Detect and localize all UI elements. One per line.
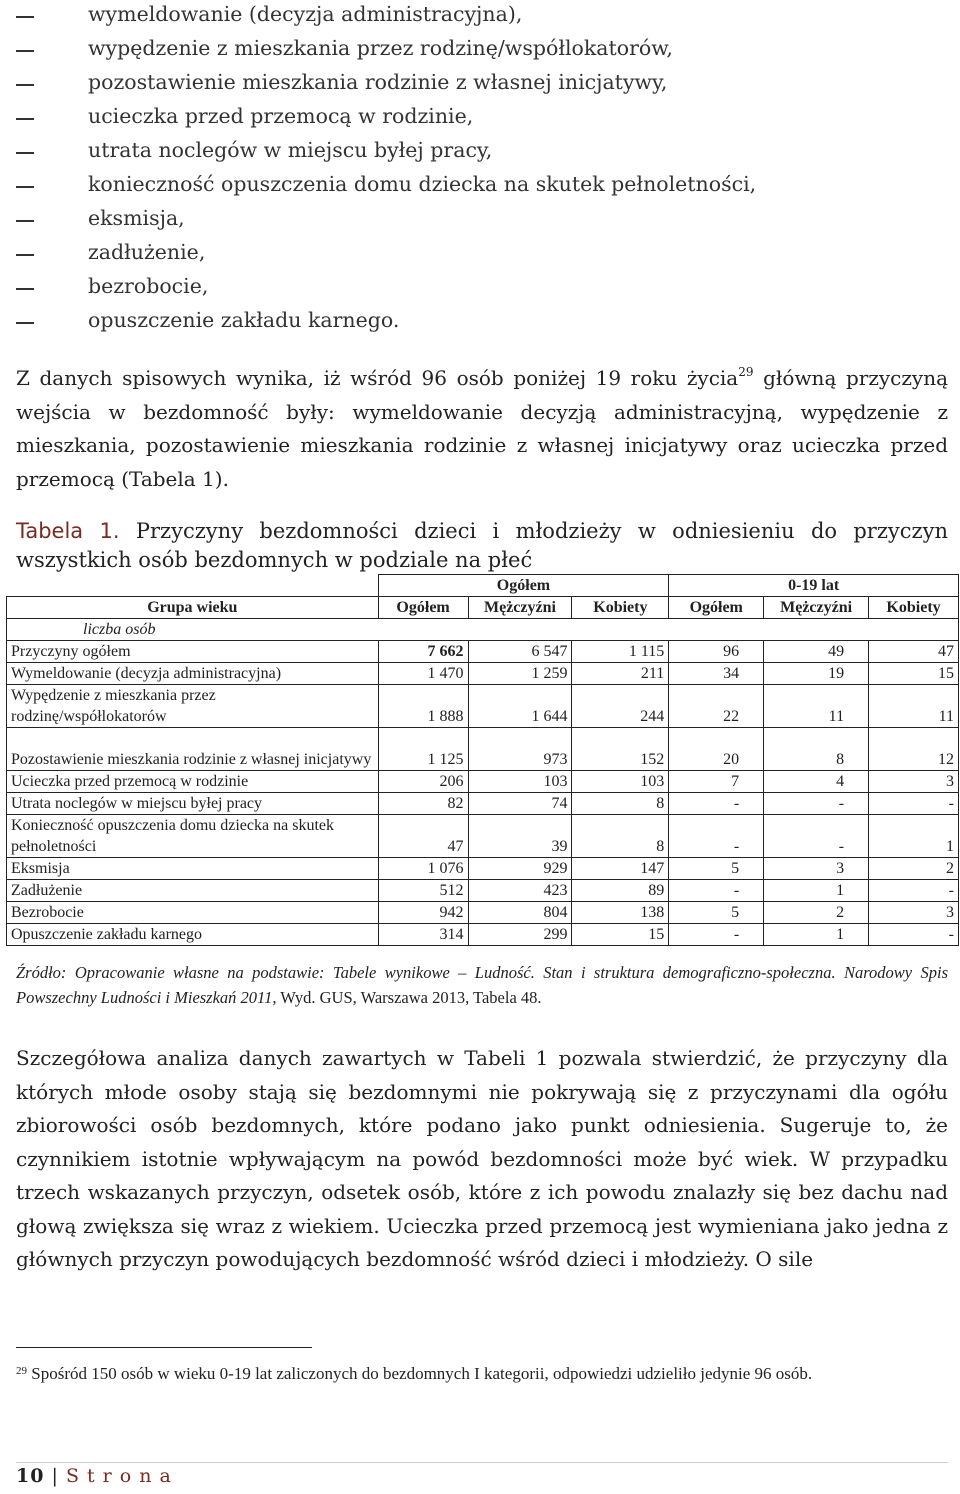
table-row (7, 771, 959, 793)
table-cell: 1 115 (572, 641, 669, 663)
list-item-text: wypędzenie z mieszkania przez rodzinę/współlokatorów, (88, 36, 673, 60)
table-group-header-row (7, 575, 959, 597)
dash-bullet-icon (16, 220, 34, 222)
page-footer-rule (16, 1462, 948, 1463)
table-cell: 1 644 (468, 685, 572, 728)
footnote-number: 29 (16, 1365, 27, 1377)
intro-paragraph (16, 362, 948, 496)
table-cell: 1 076 (378, 858, 468, 880)
list-item (0, 34, 900, 68)
list-item-text: konieczność opuszczenia domu dziecka na skutek pełnoletności, (88, 172, 757, 196)
table-column-header: Mężczyźni (468, 597, 572, 619)
table-cell: 804 (468, 902, 572, 924)
table-cell: 211 (572, 663, 669, 685)
table-row-label: Konieczność opuszczenia domu dziecka na skutek pełnoletności (7, 815, 379, 858)
table-cell: 22 (669, 685, 764, 728)
table-row-label: Opuszczenie zakładu karnego (7, 924, 379, 946)
list-item-text: bezrobocie, (88, 274, 209, 298)
table-row-label: Ucieczka przed przemocą w rodzinie (7, 771, 379, 793)
table-row-label: Przyczyny ogółem (7, 641, 379, 663)
dash-bullet-icon (16, 84, 34, 86)
table-cell: - (669, 924, 764, 946)
table-cell: 7 (669, 771, 764, 793)
table-cell: 96 (669, 641, 764, 663)
table-cell: - (869, 924, 959, 946)
table-cell: 2 (869, 858, 959, 880)
list-item-text: wymeldowanie (decyzja administracyjna), (88, 2, 523, 26)
table-row-label: Wymeldowanie (decyzja administracyjna) (7, 663, 379, 685)
table-source-text: Wyd. GUS, Warszawa 2013, Tabela 48. (276, 988, 542, 1007)
page-number: 10 (16, 1465, 45, 1487)
list-item-text: pozostawienie mieszkania rodzinie z własnej inicjatywy, (88, 70, 668, 94)
table-cell: - (869, 880, 959, 902)
table-cell: - (669, 793, 764, 815)
intro-paragraph-text-cont: główną przyczyną wejścia w bezdomność były: wymeldowanie decyzją administracyjną, wypędzenie z mieszkania, pozostawienie mieszkania rodzinie z własnej inicjatywy oraz ucieczka przed przemocą (Tabela 1). (16, 366, 948, 491)
table-caption-text: Przyczyny bezdomności dzieci i młodzieży w odniesieniu do przyczyn wszystkich osób bezdomnych w podziale na płeć (16, 519, 948, 572)
table-row (7, 815, 959, 858)
table-cell: 8 (764, 728, 869, 771)
table-row (7, 663, 959, 685)
table-cell: 15 (572, 924, 669, 946)
list-item (0, 306, 900, 340)
list-item-text: zadłużenie, (88, 240, 206, 264)
table-cell: 299 (468, 924, 572, 946)
dash-bullet-icon (16, 288, 34, 290)
table-caption-label: Tabela 1. (16, 519, 120, 543)
table-cell: 20 (669, 728, 764, 771)
table-cell: 942 (378, 902, 468, 924)
table-cell: 5 (669, 858, 764, 880)
table-cell: 89 (572, 880, 669, 902)
table-cell: 12 (869, 728, 959, 771)
table-cell: 1 888 (378, 685, 468, 728)
table-cell: 512 (378, 880, 468, 902)
footnote-separator (16, 1347, 312, 1348)
table-row-label: Pozostawienie mieszkania rodzinie z własnej inicjatywy (7, 728, 379, 771)
table-cell: 7 662 (378, 641, 468, 663)
dash-bullet-icon (16, 186, 34, 188)
table-row (7, 858, 959, 880)
table-unit-label: liczba osób (7, 619, 959, 641)
list-item (0, 170, 900, 204)
table-cell: 74 (468, 793, 572, 815)
table-row (7, 793, 959, 815)
table-caption (16, 517, 948, 575)
table-cell: 1 125 (378, 728, 468, 771)
table-cell: 6 547 (468, 641, 572, 663)
list-item-text: eksmisja, (88, 206, 185, 230)
table-cell: 3 (764, 858, 869, 880)
table-cell: 147 (572, 858, 669, 880)
table-cell: 1 (764, 880, 869, 902)
dash-bullet-icon (16, 254, 34, 256)
dash-bullet-icon (16, 118, 34, 120)
table-empty-cell (7, 575, 379, 597)
table-cell: 15 (869, 663, 959, 685)
table-cell: 19 (764, 663, 869, 685)
list-item-text: utrata noclegów w miejscu byłej pracy, (88, 138, 493, 162)
intro-paragraph-text: Z danych spisowych wynika, iż wśród 96 osób poniżej 19 roku życia (16, 366, 739, 390)
table-cell: 314 (378, 924, 468, 946)
table-cell: 244 (572, 685, 669, 728)
page-separator: | (44, 1465, 66, 1487)
table-cell: 4 (764, 771, 869, 793)
table-column-header: Kobiety (869, 597, 959, 619)
footnote-text: Spośród 150 osób w wieku 0-19 lat zaliczonych do bezdomnych I kategorii, odpowiedzi udzieliło jedynie 96 osób. (27, 1364, 813, 1383)
footnote (16, 1360, 948, 1388)
table-cell: 1 470 (378, 663, 468, 685)
table-group-header: 0-19 lat (669, 575, 959, 597)
table-cell: 1 (764, 924, 869, 946)
table-cell: 11 (764, 685, 869, 728)
table-column-header: Kobiety (572, 597, 669, 619)
table-cell: 47 (378, 815, 468, 858)
table-cell: 11 (869, 685, 959, 728)
table-cell: 2 (764, 902, 869, 924)
table-row (7, 641, 959, 663)
table-source-note (16, 960, 948, 1010)
table-group-header: Ogółem (378, 575, 669, 597)
table-cell: 103 (468, 771, 572, 793)
dash-bullet-icon (16, 152, 34, 154)
table-row (7, 924, 959, 946)
table-cell: 152 (572, 728, 669, 771)
table-cell: 1 259 (468, 663, 572, 685)
data-table (6, 574, 959, 946)
list-item-text: ucieczka przed przemocą w rodzinie, (88, 104, 474, 128)
page-label: S t r o n a (65, 1465, 172, 1487)
table-cell: 47 (869, 641, 959, 663)
table-cell: 3 (869, 902, 959, 924)
table-row-label: Wypędzenie z mieszkania przez rodzinę/współlokatorów (7, 685, 379, 728)
table-column-header: Mężczyźni (764, 597, 869, 619)
table-row (7, 685, 959, 728)
table-cell: - (669, 880, 764, 902)
table-row (7, 728, 959, 771)
table-cell: 3 (869, 771, 959, 793)
table-source-italic: Źródło: Opracowanie własne na podstawie: Tabele wynikowe – Ludność. Stan i struktura demograficzno-społeczna. Narodowy Spis Powszechny Ludności i Mieszkań 2011, (16, 963, 948, 1007)
table-cell: 138 (572, 902, 669, 924)
table-cell: 929 (468, 858, 572, 880)
footnote-ref[interactable]: 29 (738, 365, 754, 379)
list-item (0, 102, 900, 136)
list-item (0, 68, 900, 102)
list-item (0, 136, 900, 170)
table-cell: - (764, 793, 869, 815)
table-cell: 103 (572, 771, 669, 793)
table-cell: 34 (669, 663, 764, 685)
table-cell: 5 (669, 902, 764, 924)
dash-bullet-icon (16, 16, 34, 18)
list-item (0, 204, 900, 238)
table-row-label: Eksmisja (7, 858, 379, 880)
table-cell: 423 (468, 880, 572, 902)
page-footer (16, 1465, 172, 1487)
table-row-label: Bezrobocie (7, 902, 379, 924)
table-cell: 1 (869, 815, 959, 858)
analysis-paragraph: Szczegółowa analiza danych zawartych w Tabeli 1 pozwala stwierdzić, że przyczyny dla których młode osoby stają się bezdomnymi nie pokrywają się z przyczynami dla ogółu zbiorowości osób bezdomnych, które podano jako punkt odniesienia. Sugeruje to, że czynnikiem istotnie wpływającym na powód bezdomności może być wiek. W przypadku trzech wskazanych przyczyn, odsetek osób, które z ich powodu znalazły się bez dachu nad głową zwiększa się wraz z wiekiem. Ucieczka przed przemocą jest wymieniana jako jedna z głównych przyczyn powodujących bezdomność wśród dzieci i młodzieży. O sile (16, 1046, 948, 1271)
dash-bullet-icon (16, 50, 34, 52)
table-unit-row (7, 619, 959, 641)
table-cell: - (764, 815, 869, 858)
table-row-label: Zadłużenie (7, 880, 379, 902)
table-cell: 8 (572, 793, 669, 815)
table-cell: 49 (764, 641, 869, 663)
list-item (0, 238, 900, 272)
table-cell: 8 (572, 815, 669, 858)
table-cell: - (669, 815, 764, 858)
table-header-row (7, 597, 959, 619)
table-row-label: Utrata noclegów w miejscu byłej pracy (7, 793, 379, 815)
table-cell: 82 (378, 793, 468, 815)
list-item (0, 272, 900, 306)
table-column-header: Ogółem (669, 597, 764, 619)
table-row (7, 880, 959, 902)
table-column-header: Ogółem (378, 597, 468, 619)
table-cell: 39 (468, 815, 572, 858)
table-row (7, 902, 959, 924)
list-item-text: opuszczenie zakładu karnego. (88, 308, 400, 332)
table-column-header: Grupa wieku (7, 597, 379, 619)
table-cell: 206 (378, 771, 468, 793)
table-cell: - (869, 793, 959, 815)
table-cell: 973 (468, 728, 572, 771)
list-item (0, 0, 900, 34)
dash-bullet-icon (16, 322, 34, 324)
